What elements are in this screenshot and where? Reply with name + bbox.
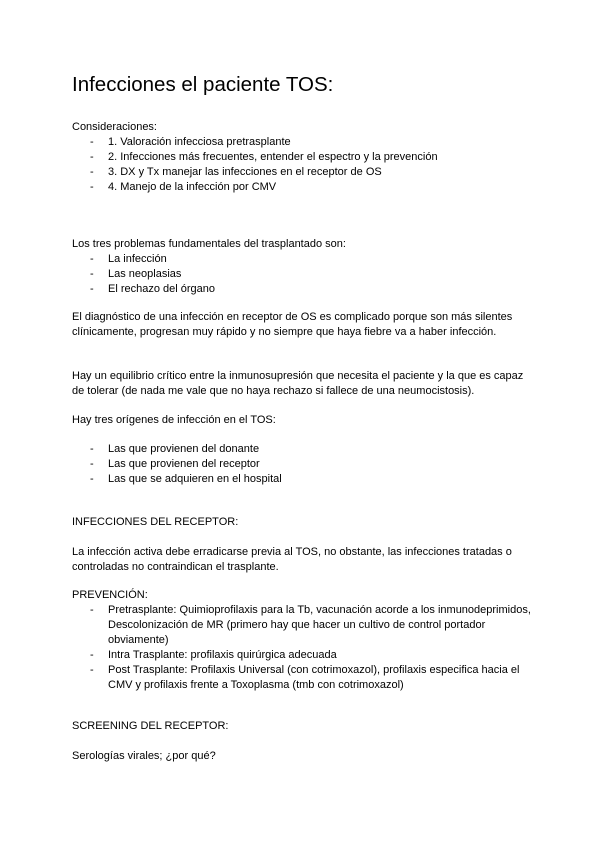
problemas-list [72, 252, 534, 297]
list-marker: - [90, 166, 94, 178]
list-item [72, 165, 534, 180]
list-marker: - [90, 649, 94, 661]
receptor-heading: INFECCIONES DEL RECEPTOR: [72, 516, 239, 528]
list-marker: - [90, 283, 94, 295]
list-marker: - [90, 151, 94, 163]
list-item [72, 663, 534, 693]
list-item [72, 442, 534, 457]
prevencion-heading: PREVENCIÓN: [72, 589, 148, 601]
list-marker: - [90, 473, 94, 485]
receptor-paragraph: La infección activa debe erradicarse previa al TOS, no obstante, las infecciones tratadas o controladas no contraindican el trasplante. [72, 546, 512, 573]
list-marker: - [90, 136, 94, 148]
list-marker: - [90, 253, 94, 265]
page-title: Infecciones el paciente TOS: [72, 73, 334, 96]
list-item [72, 472, 534, 487]
list-item [72, 457, 534, 472]
list-item-text: 3. DX y Tx manejar las infecciones en el receptor de OS [108, 166, 382, 178]
list-marker: - [90, 268, 94, 280]
list-item [72, 282, 534, 297]
consideraciones-list [72, 135, 534, 195]
list-marker: - [90, 443, 94, 455]
list-item [72, 603, 534, 648]
list-item-text: Las que provienen del donante [108, 443, 260, 455]
origenes-heading: Hay tres orígenes de infección en el TOS: [72, 414, 276, 426]
list-marker: - [90, 181, 94, 193]
list-item [72, 150, 534, 165]
screening-heading: SCREENING DEL RECEPTOR: [72, 720, 229, 732]
list-item-text: Intra Trasplante: profilaxis quirúrgica adecuada [108, 649, 337, 661]
list-item-text: 4. Manejo de la infección por CMV [108, 181, 277, 193]
list-item [72, 648, 534, 663]
list-item [72, 180, 534, 195]
list-item-text: Post Trasplante: Profilaxis Universal (con cotrimoxazol), profilaxis especifica hacia el CMV y profilaxis frente a Toxoplasma (tmb con cotrimoxazol) [108, 664, 520, 691]
origenes-list [72, 442, 534, 487]
list-item-text: Las que se adquieren en el hospital [108, 473, 282, 485]
list-marker: - [90, 458, 94, 470]
list-item-text: 1. Valoración infecciosa pretrasplante [108, 136, 291, 148]
consideraciones-heading: Consideraciones: [72, 121, 157, 133]
list-item-text: Las neoplasias [108, 268, 182, 280]
list-item-text: Las que provienen del receptor [108, 458, 260, 470]
list-item [72, 135, 534, 150]
equilibrio-paragraph: Hay un equilibrio crítico entre la inmunosupresión que necesita el paciente y la que es capaz de tolerar (de nada me vale que no haya rechazo si fallece de una neumocistosis). [72, 370, 524, 397]
list-item [72, 267, 534, 282]
list-item-text: Pretrasplante: Quimioprofilaxis para la Tb, vacunación acorde a los inmunodeprimidos, Descolonización de MR (primero hay que hacer un cultivo de control portador obviamente) [108, 604, 531, 646]
diagnostico-paragraph: El diagnóstico de una infección en receptor de OS es complicado porque son más silentes clínicamente, progresan muy rápido y no siempre que haya fiebre va a haber infección. [72, 311, 513, 338]
list-marker: - [90, 664, 94, 676]
list-item-text: La infección [108, 253, 167, 265]
list-item [72, 252, 534, 267]
serologias-text: Serologías virales; ¿por qué? [72, 750, 216, 762]
list-marker: - [90, 604, 94, 616]
list-item-text: El rechazo del órgano [108, 283, 216, 295]
problemas-heading: Los tres problemas fundamentales del trasplantado son: [72, 238, 346, 250]
prevencion-list [72, 603, 534, 693]
list-item-text: 2. Infecciones más frecuentes, entender el espectro y la prevención [108, 151, 438, 163]
